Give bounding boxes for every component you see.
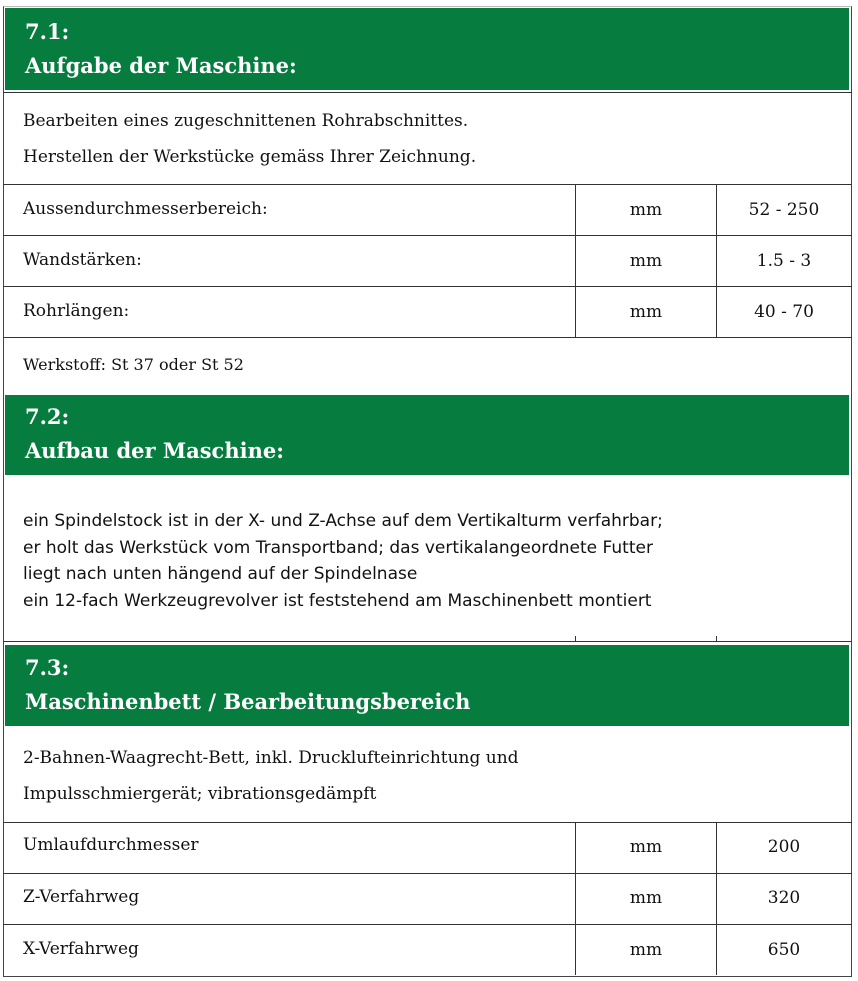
row-value: 320	[767, 888, 801, 908]
row-value: 200	[767, 837, 801, 857]
section-header-7-2	[5, 395, 849, 475]
text-line: Bearbeiten eines zugeschnittenen Rohrabschnittes.	[23, 111, 469, 131]
row-value: 1.5 - 3	[756, 251, 812, 271]
text-line: Herstellen der Werkstücke gemäss Ihrer Zeichnung.	[23, 147, 477, 167]
row-value: 650	[767, 940, 801, 960]
section-header-7-3	[5, 645, 849, 726]
divider	[3, 235, 852, 236]
text-line: ein 12-fach Werkzeugrevolver ist feststehend am Maschinenbett montiert	[23, 591, 652, 611]
column-divider	[716, 184, 717, 337]
divider	[3, 184, 852, 185]
row-label: Umlaufdurchmesser	[23, 835, 199, 855]
text-line: 2-Bahnen-Waagrecht-Bett, inkl. Drucklufteinrichtung und	[23, 748, 519, 768]
divider	[3, 873, 852, 874]
row-unit: mm	[629, 940, 663, 960]
text-line: Impulsschmiergerät; vibrationsgedämpft	[23, 784, 377, 804]
column-divider	[716, 822, 717, 975]
row-unit: mm	[629, 200, 663, 220]
row-unit: mm	[629, 888, 663, 908]
row-label: Rohrlängen:	[23, 301, 130, 321]
divider	[3, 337, 852, 338]
material-note: Werkstoff: St 37 oder St 52	[23, 355, 244, 374]
row-label: Z-Verfahrweg	[23, 887, 140, 907]
section-number: 7.1:	[25, 19, 70, 44]
row-label: Wandstärken:	[23, 250, 142, 270]
column-divider	[575, 822, 576, 975]
column-divider	[575, 184, 576, 337]
row-unit: mm	[629, 837, 663, 857]
row-label: Aussendurchmesserbereich:	[23, 199, 268, 219]
section-number: 7.2:	[25, 404, 70, 429]
text-line: ein Spindelstock ist in der X- und Z-Achse auf dem Vertikalturm verfahrbar;	[23, 511, 663, 531]
divider	[3, 641, 852, 642]
section-title: Aufgabe der Maschine:	[25, 53, 297, 78]
row-unit: mm	[629, 302, 663, 322]
row-value: 52 - 250	[748, 200, 820, 220]
row-value: 40 - 70	[754, 302, 814, 322]
row-unit: mm	[629, 251, 663, 271]
text-line: liegt nach unten hängend auf der Spindelnase	[23, 564, 418, 584]
divider	[3, 286, 852, 287]
divider	[3, 924, 852, 925]
row-label: X-Verfahrweg	[23, 939, 139, 959]
section-title: Maschinenbett / Bearbeitungsbereich	[25, 689, 471, 714]
section-number: 7.3:	[25, 655, 70, 680]
section-title: Aufbau der Maschine:	[25, 438, 284, 463]
section-header-7-1	[5, 8, 849, 90]
divider	[3, 822, 852, 823]
divider	[3, 92, 852, 93]
text-line: er holt das Werkstück vom Transportband; das vertikalangeordnete Futter	[23, 538, 653, 558]
